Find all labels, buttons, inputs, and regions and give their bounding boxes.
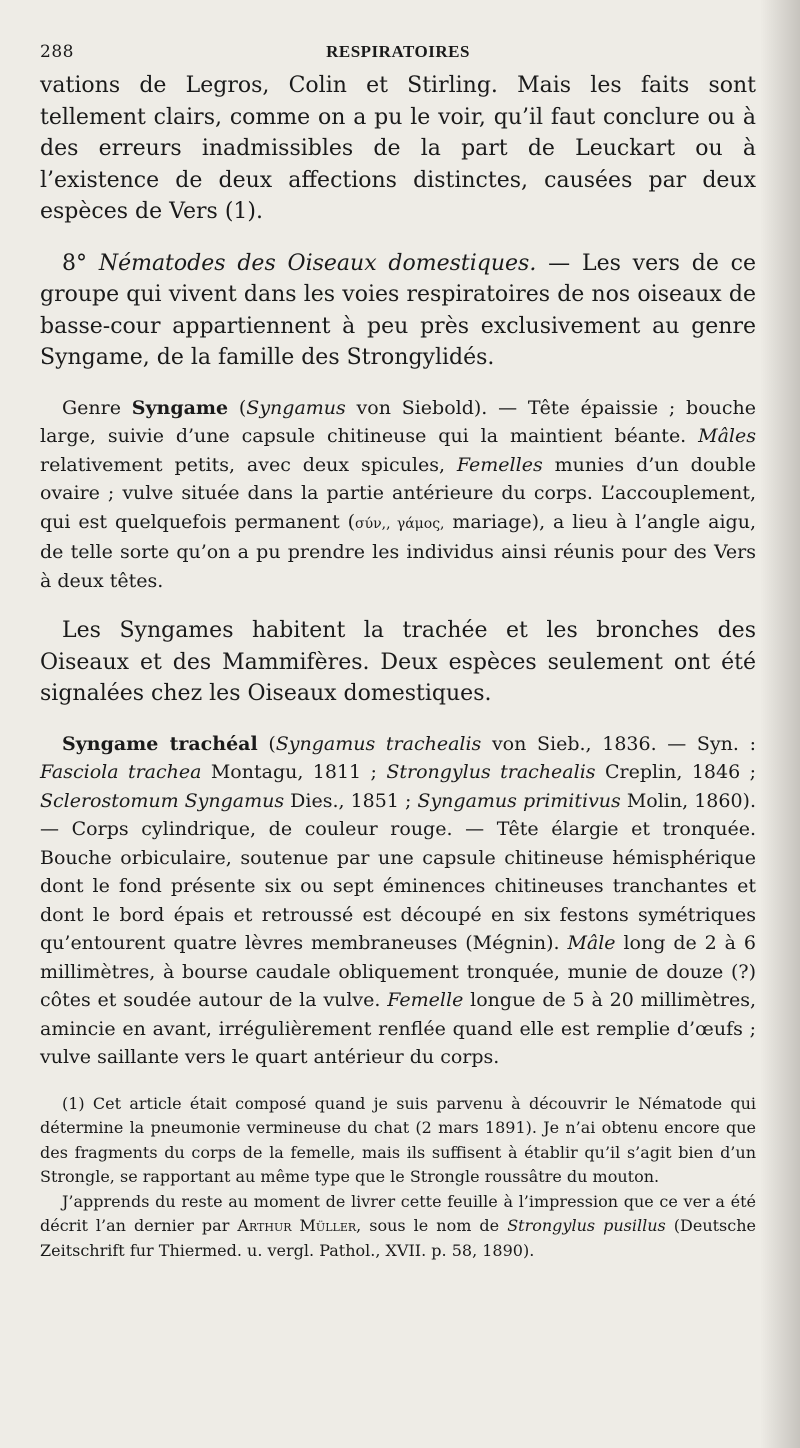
- page-header: [40, 38, 756, 70]
- genre-latin: Syngamus: [246, 396, 346, 419]
- males-label: Mâles: [698, 425, 756, 447]
- footnote-latin: Strongylus pusillus: [507, 1216, 666, 1235]
- section-text: Les vers de ce groupe qui vivent dans les voies respiratoires de nos oiseaux de basse-cour appartiennent à peu près exclusivement au genre Syngame, de la famille des Strongylidés.: [40, 250, 756, 370]
- section-title: Nématodes des Oiseaux domestiques.: [98, 250, 537, 276]
- greek-etymology: σύν,, γάμος,: [355, 515, 445, 532]
- female-label: Femelle: [387, 989, 464, 1011]
- synonym-2: Strongylus trachealis: [386, 761, 596, 783]
- females-label: Femelles: [456, 453, 543, 476]
- synonym-4: Syngamus primitivus: [417, 789, 621, 812]
- synonym-1: Fasciola trachea: [40, 761, 202, 783]
- syngames-paragraph: Les Syngames habitent la trachée et les bronches des Oiseaux et des Mammifères. Deux espèces seulement ont été signalées chez les Oiseaux domestiques.: [40, 618, 756, 706]
- paragraph-continuation: vations de Legros, Colin et Stirling. Mais les faits sont tellement clairs, comme on a pu le voir, qu’il faut conclure ou à des erreurs inadmissibles de la part de Leuckart ou à l’existence de deux affections distinctes, causées par deux espèces de Vers (1).: [40, 73, 756, 224]
- species-name: Syngame trachéal: [62, 732, 258, 755]
- page-number: 288: [40, 42, 74, 62]
- species-paragraph: Syngame trachéal (Syngamus trachealis von Sieb., 1836. — Syn. : Fasciola trachea Montagu, 1811 ; Strongylus trachealis Creplin, 1846 ; Sclerostomum Syngamus Dies., 1851 ; Syngamus primitivus Molin, 1860). — Corps cylindrique, de couleur rouge. — Tête élargie et tronquée. Bouche orbiculaire, soutenue par une capsule chitineuse hémisphérique dont le fond présente six ou sept éminences chitineuses tranchantes et dont le bord épais et retroussé est découpé en six festons symétriques qu’entourent quatre lèvres membraneuses (Mégnin). Mâle long de 2 à 6 millimètres, à bourse caudale obliquement tronquée, munie de douze (?) côtes et soudée autour de la vulve. Femelle longue de 5 à 20 millimètres, amincie en avant, irrégulièrement renflée quand elle est remplie d’œufs ; vulve saillante vers le quart antérieur du corps.: [40, 732, 757, 1068]
- male-label: Mâle: [567, 932, 616, 954]
- page-edge-shadow: [760, 0, 800, 1448]
- footnote-2: J’apprends du reste au moment de livrer cette feuille à l’impression que ce ver a été décrit l’an dernier par Arthur Müller, sous le nom de Strongylus pusillus (Deutsche Zeitschrift fur Thiermed. u. vergl. Pathol., XVII. p. 58, 1890).: [40, 1191, 757, 1260]
- synonym-3: Sclerostomum Syngamus: [40, 789, 285, 812]
- genre-name: Syngame: [131, 396, 229, 419]
- footnote-author: Arthur Müller: [237, 1216, 357, 1235]
- section-number: 8°: [62, 250, 87, 276]
- genre-paragraph: Genre Syngame (Syngamus von Siebold). — Tête épaissie ; bouche large, suivie d’une capsule chitineuse qui la maintient béante. Mâles relativement petits, avec deux spicules, Femelles munies d’un double ovaire ; vulve située dans la partie antérieure du corps. L’accouplement, qui est quelquefois permanent (σύν,, γάμος, mariage), a lieu à l’angle aigu, de telle sorte qu’on a pu prendre les individus ainsi réunis pour des Vers à deux têtes.: [40, 396, 756, 592]
- book-page: [40, 38, 756, 1263]
- species-latin: Syngamus trachealis: [275, 732, 482, 755]
- running-title: RESPIRATOIRES: [326, 42, 470, 61]
- footnote-1: (1) Cet article était composé quand je suis parvenu à découvrir le Nématode qui détermine la pneumonie vermineuse du chat (2 mars 1891). Je n’ai obtenu encore que des fragments du corps de la femelle, mais ils suffisent à établir qu’il s’agit bien d’un Strongle, se rapportant au même type que le Strongle roussâtre du mouton.: [40, 1093, 756, 1186]
- section-paragraph: 8° Nématodes des Oiseaux domestiques. — Les vers de ce groupe qui vivent dans les voies respiratoires de nos oiseaux de basse-cour appartiennent à peu près exclusivement au genre Syngame, de la famille des Strongylidés.: [40, 250, 756, 370]
